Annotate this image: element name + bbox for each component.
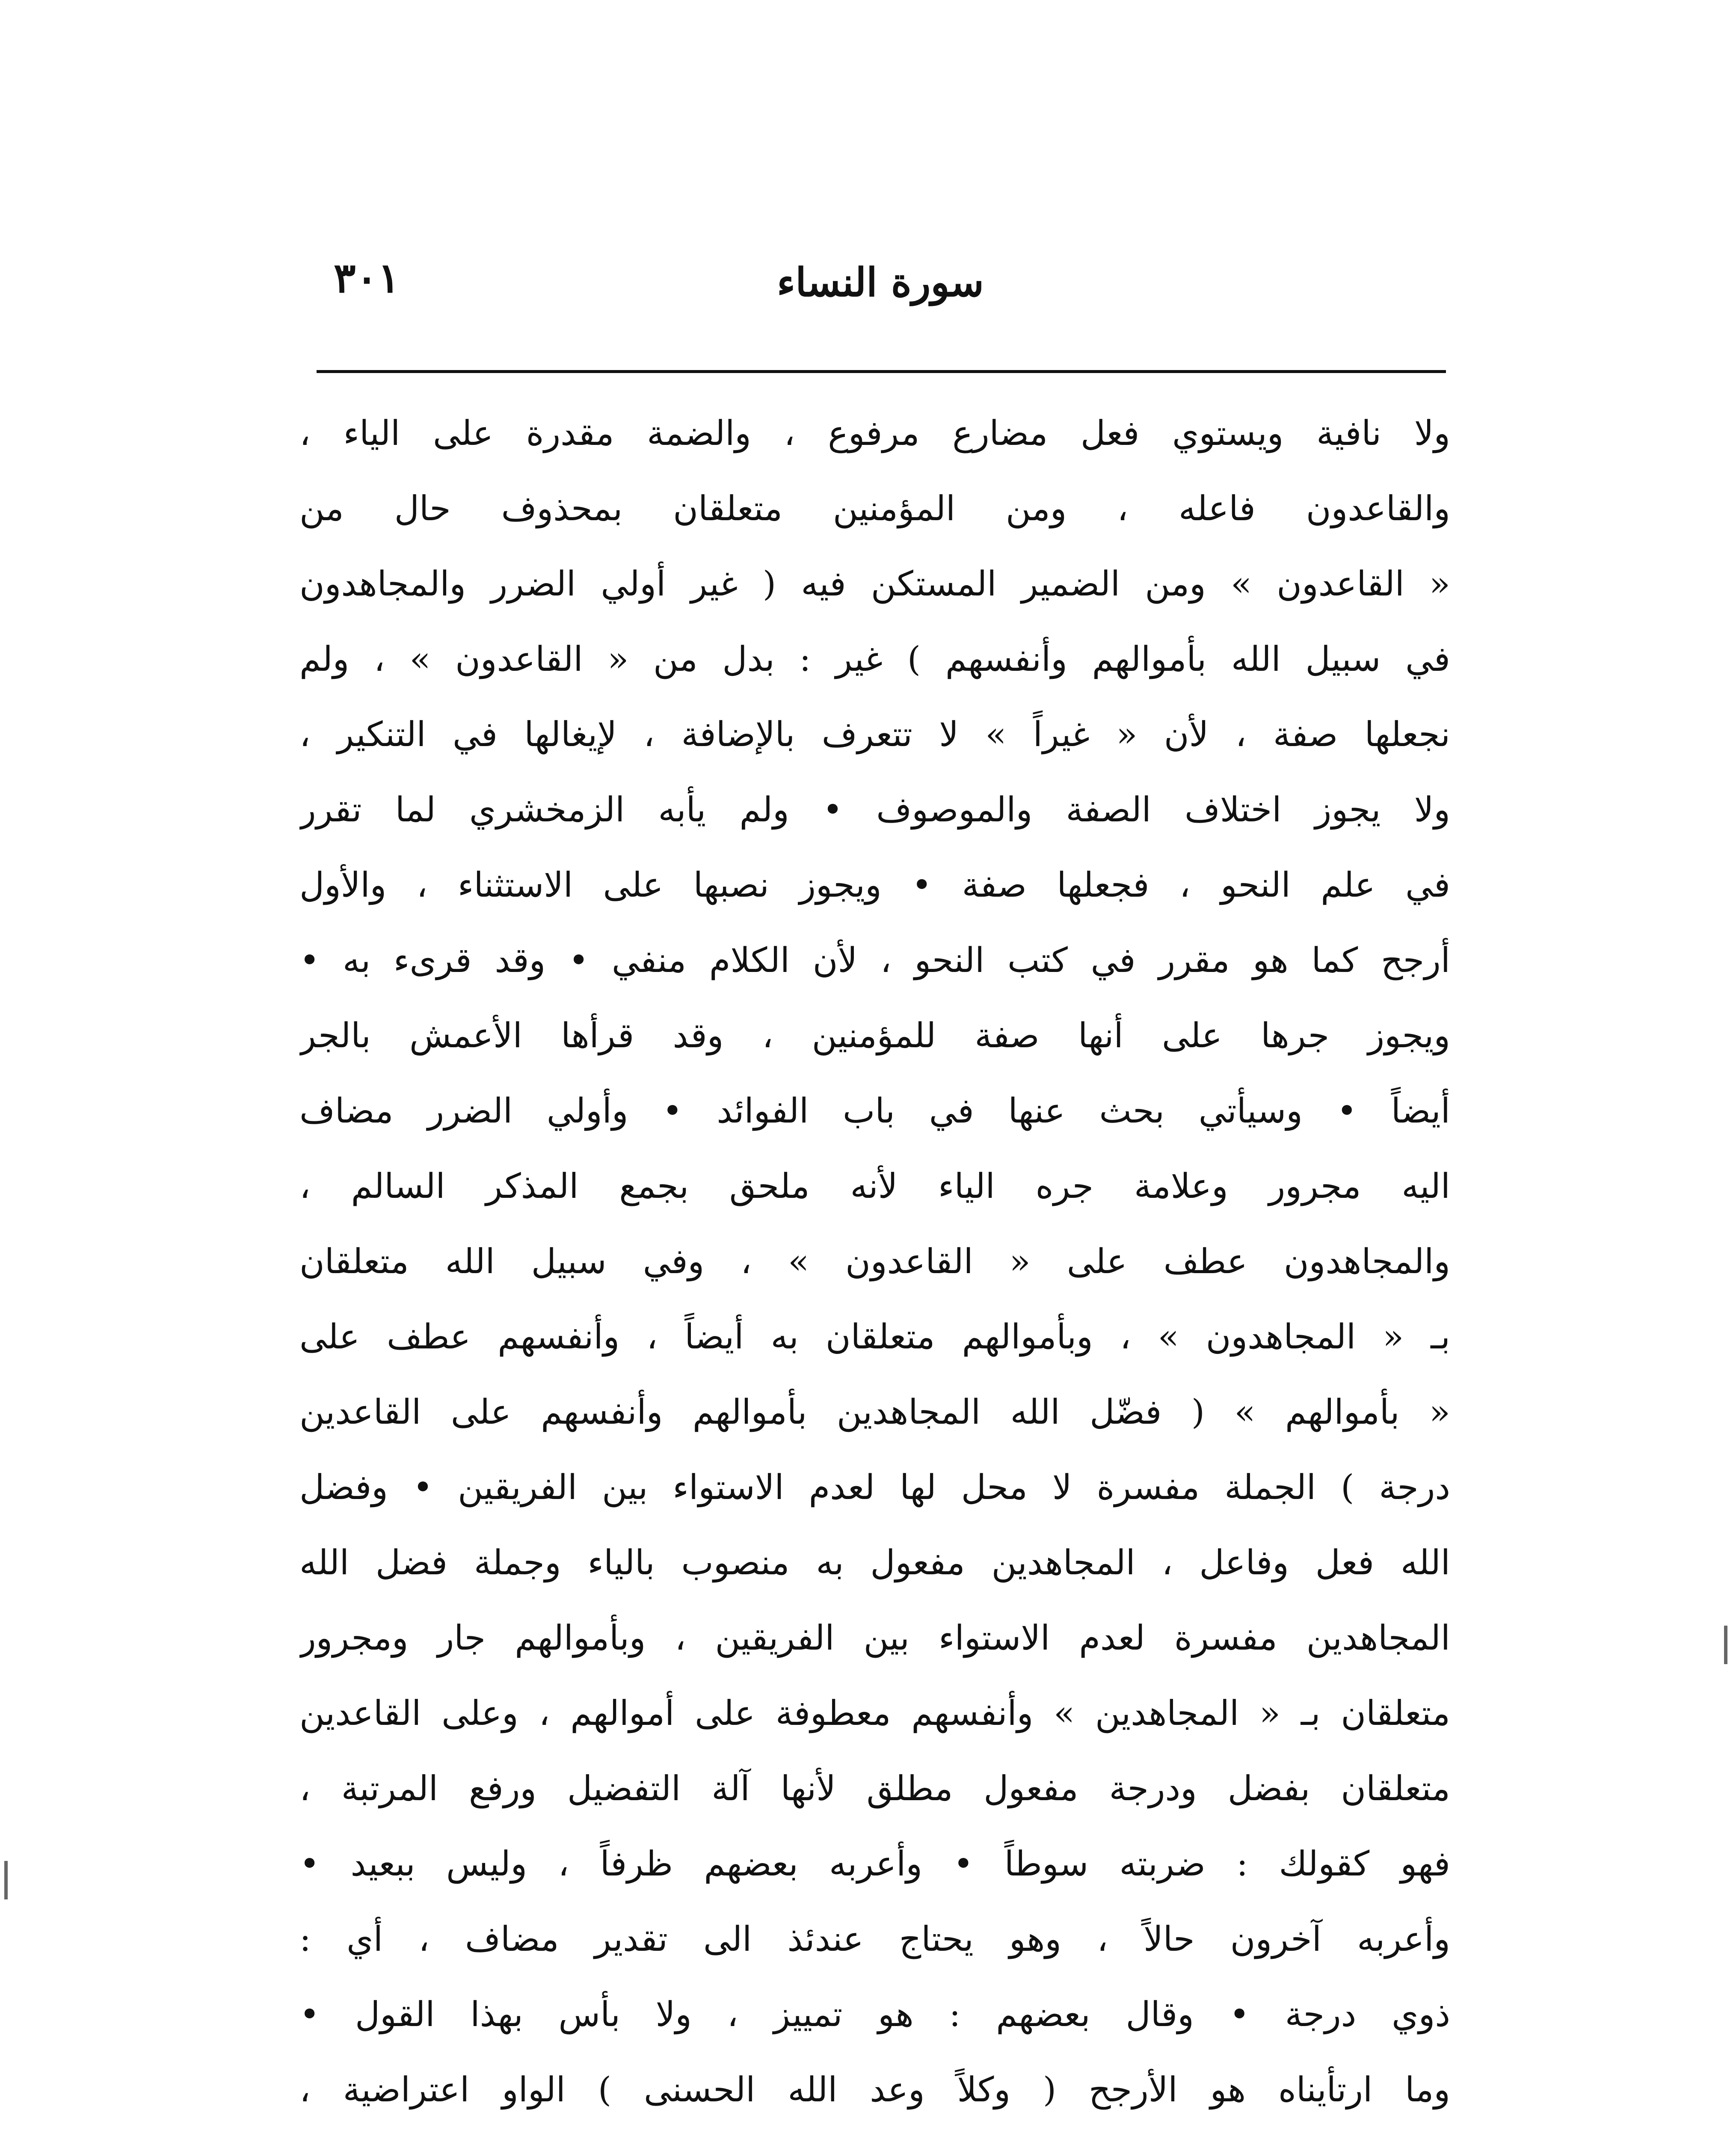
text-line: بـ « المجاهدون » ، وبأموالهم متعلقان به أيضاً ، وأنفسهم عطف على <box>299 1317 1450 1357</box>
text-line: ذوي درجة • وقال بعضهم : هو تمييز ، ولا بأس بهذا القول • <box>299 1994 1450 2034</box>
text-line: والمجاهدون عطف على « القاعدون » ، وفي سبيل الله متعلقان <box>299 1241 1450 1281</box>
text-line: ويجوز جرها على أنها صفة للمؤمنين ، وقد قرأها الأعمش بالجر <box>299 1016 1450 1055</box>
text-line: ولا يجوز اختلاف الصفة والموصوف • ولم يأبه الزمخشري لما تقرر <box>299 790 1450 830</box>
chapter-title: سورة النساء <box>777 259 984 305</box>
header-rule <box>317 370 1446 373</box>
text-line: درجة ) الجملة مفسرة لا محل لها لعدم الاستواء بين الفريقين • وفضل <box>299 1467 1450 1507</box>
text-line: وأعربه آخرون حالاً ، وهو يحتاج عندئذ الى تقدير مضاف ، أي : <box>299 1919 1450 1959</box>
scan-speck <box>4 1861 8 1899</box>
page-header <box>317 240 1446 325</box>
text-line <box>299 2127 1450 2139</box>
text-line: « القاعدون » ومن الضمير المستكن فيه ( غير أولي الضرر والمجاهدون <box>299 564 1450 604</box>
text-line: أرجح كما هو مقرر في كتب النحو ، لأن الكلام منفي • وقد قرىء به • <box>299 940 1450 980</box>
scan-speck <box>1724 1626 1727 1664</box>
text-line: نجعلها صفة ، لأن « غيراً » لا تتعرف بالإضافة ، لإيغالها في التنكير ، <box>299 714 1450 754</box>
text-line: أيضاً • وسيأتي بحث عنها في باب الفوائد • وأولي الضرر مضاف <box>299 1091 1450 1131</box>
text-line: متعلقان بفضل ودرجة مفعول مطلق لأنها آلة التفضيل ورفع المرتبة ، <box>299 1769 1450 1808</box>
text-line: والقاعدون فاعله ، ومن المؤمنين متعلقان بمحذوف حال من <box>299 489 1450 528</box>
text-line: « بأموالهم » ( فضّل الله المجاهدين بأموالهم وأنفسهم على القاعدين <box>299 1392 1450 1432</box>
text-line: في علم النحو ، فجعلها صفة • ويجوز نصبها على الاستثناء ، والأول <box>299 865 1450 905</box>
page-number: ٣٠١ <box>334 254 400 302</box>
text-line: في سبيل الله بأموالهم وأنفسهم ) غير : بدل من « القاعدون » ، ولم <box>299 639 1450 679</box>
text-line: اليه مجرور وعلامة جره الياء لأنه ملحق بجمع المذكر السالم ، <box>299 1166 1450 1206</box>
body-text <box>299 396 1450 2139</box>
text-line: المجاهدين مفسرة لعدم الاستواء بين الفريقين ، وبأموالهم جار ومجرور <box>299 1618 1450 1658</box>
text-line: وما ارتأيناه هو الأرجح ( وكلاً وعد الله الحسنى ) الواو اعتراضية ، <box>299 2070 1450 2109</box>
text-line: ولا نافية ويستوي فعل مضارع مرفوع ، والضمة مقدرة على الياء ، <box>299 413 1450 453</box>
text-line: الله فعل وفاعل ، المجاهدين مفعول به منصوب بالياء وجملة فضل الله <box>299 1543 1450 1582</box>
text-line: متعلقان بـ « المجاهدين » وأنفسهم معطوفة على أموالهم ، وعلى القاعدين <box>299 1693 1450 1733</box>
text-line: فهو كقولك : ضربته سوطاً • وأعربه بعضهم ظرفاً ، وليس ببعيد • <box>299 1844 1450 1884</box>
